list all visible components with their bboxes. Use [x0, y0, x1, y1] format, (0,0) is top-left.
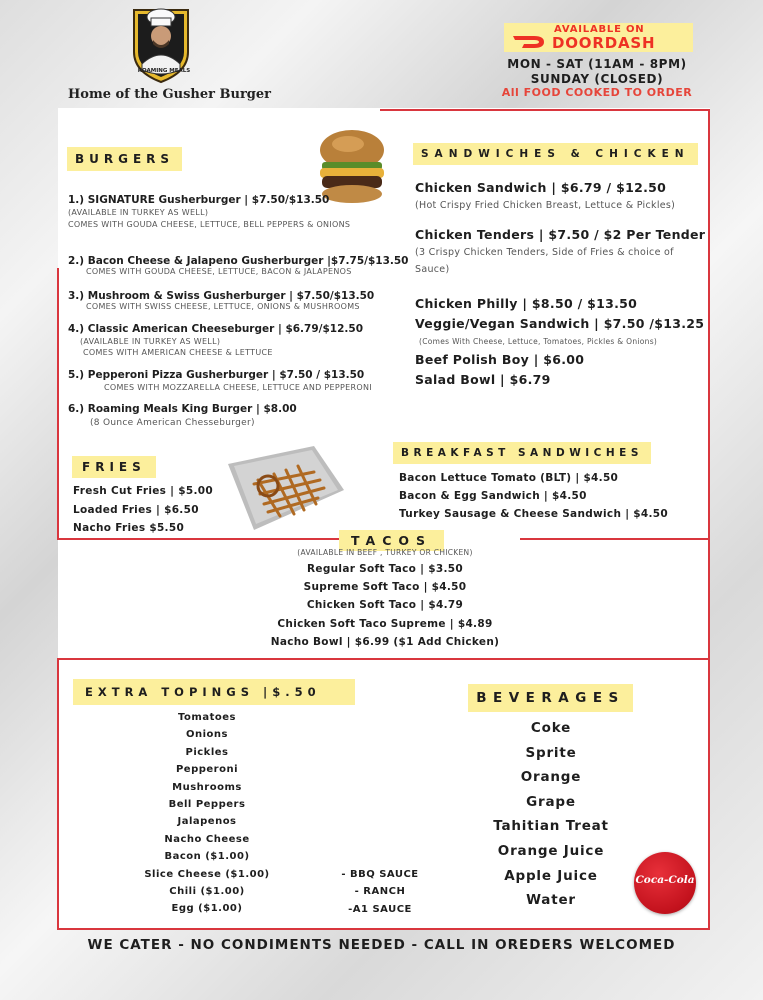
topping-1: Tomatoes	[178, 712, 236, 723]
fries-item-3: Nacho Fries $5.50	[73, 522, 185, 534]
chicken-sandwich: Chicken Sandwich | $6.79 / $12.50	[415, 180, 667, 195]
divider-top	[380, 109, 710, 111]
beverage-2: Sprite	[525, 744, 577, 761]
taco-item-2: Supreme Soft Taco | $4.50	[303, 581, 467, 594]
divider-mid-left	[57, 538, 339, 540]
tacos-note: (AVAILABLE IN BEEF , TURKEY OR CHICKEN)	[297, 548, 473, 557]
fries-photo-icon	[224, 444, 348, 532]
sauces-list	[325, 866, 435, 918]
burger-item-2-title: 2.) Bacon Cheese & Jalapeno Gusherburger |$7.75/$13.50	[68, 255, 409, 267]
chef-logo	[126, 0, 196, 86]
available-on-label: AVAILABLE ON	[554, 24, 645, 35]
breakfast-item-2: Bacon & Egg Sandwich | $4.50	[399, 490, 587, 502]
burgers-heading: BURGERS	[67, 147, 182, 171]
burger-item-6-title: 6.) Roaming Meals King Burger | $8.00	[68, 403, 297, 415]
veggie-sandwich: Veggie/Vegan Sandwich | $7.50 /$13.25	[415, 316, 705, 331]
taco-item-4: Chicken Soft Taco Supreme | $4.89	[277, 617, 493, 630]
burger-item-4	[68, 323, 363, 357]
tagline: Home of the Gusher Burger	[68, 87, 272, 102]
hours-block	[483, 57, 711, 100]
breakfast-item-3: Turkey Sausage & Cheese Sandwich | $4.50	[399, 508, 668, 520]
topping-5: Mushrooms	[172, 781, 242, 793]
burger-item-2	[68, 255, 409, 276]
burger-item-6-desc: (8 Ounce American Chesseburger)	[90, 418, 255, 428]
fries-list	[73, 482, 213, 538]
burger-item-4-title: 4.) Classic American Cheeseburger | $6.79/$12.50	[68, 323, 364, 335]
sauce-3: -A1 SAUCE	[348, 903, 412, 915]
divider-lower	[57, 658, 710, 660]
beverage-5: Tahitian Treat	[493, 818, 609, 835]
chicken-philly: Chicken Philly | $8.50 / $13.50	[415, 296, 638, 311]
hours-weekday: MON - SAT (11AM - 8PM)	[507, 57, 687, 71]
burger-item-1-desc: COMES WITH GOUDA CHEESE, LETTUCE, BELL PEPPERS & ONIONS	[68, 220, 351, 229]
breakfast-heading: BREAKFAST SANDWICHES	[393, 442, 651, 464]
hours-sunday: SUNDAY (CLOSED)	[530, 71, 664, 86]
beverage-1: Coke	[530, 720, 572, 736]
topping-3: Pickles	[185, 746, 229, 758]
fries-item-1: Fresh Cut Fries | $5.00	[73, 485, 213, 497]
topping-10: Slice Cheese ($1.00)	[144, 868, 270, 880]
beverage-7: Apple Juice	[504, 867, 598, 884]
topping-8: Nacho Cheese	[164, 833, 250, 845]
chicken-sandwich-desc: (Hot Crispy Fried Chicken Breast, Lettuce & Pickles)	[415, 200, 676, 211]
sandwiches-list	[415, 180, 710, 387]
breakfast-item-1: Bacon Lettuce Tomato (BLT) | $4.50	[399, 472, 619, 484]
beverage-8: Water	[526, 892, 576, 909]
divider-left-lower	[57, 658, 59, 930]
burger-item-4-desc: COMES WITH AMERICAN CHEESE & LETTUCE	[83, 348, 273, 357]
doordash-banner	[504, 23, 693, 52]
tacos-heading: TACOS	[339, 530, 444, 551]
beef-polish-boy: Beef Polish Boy | $6.00	[415, 352, 585, 367]
burger-item-3-desc: COMES WITH SWISS CHEESE, LETTUCE, ONIONS & MUSHROOMS	[86, 302, 360, 311]
divider-left-upper	[57, 268, 59, 540]
divider-mid-right	[520, 538, 710, 540]
coca-cola-badge-text: Coca-Cola	[635, 874, 695, 886]
topping-12: Egg ($1.00)	[171, 903, 243, 915]
doordash-icon	[512, 32, 546, 48]
burger-item-5	[68, 369, 372, 392]
burger-item-4-note: (AVAILABLE IN TURKEY AS WELL)	[80, 337, 221, 346]
veggie-sandwich-desc: (Comes With Cheese, Lettuce, Tomatoes, Pickles & Onions)	[419, 337, 658, 346]
cooked-to-order: All FOOD COOKED TO ORDER	[501, 86, 693, 99]
footer-text: WE CATER - NO CONDIMENTS NEEDED - CALL IN OREDERS WELCOMED	[87, 937, 676, 953]
topping-11: Chili ($1.00)	[169, 886, 245, 898]
breakfast-list	[399, 469, 668, 523]
topping-6: Bell Peppers	[168, 799, 246, 811]
taco-item-1: Regular Soft Taco | $3.50	[307, 563, 463, 575]
chicken-tenders-desc: (3 Crispy Chicken Tenders, Side of Fries & choice of Sauce)	[415, 247, 674, 275]
topping-9: Bacon ($1.00)	[164, 851, 250, 863]
beverages-list	[470, 716, 632, 913]
logo-text: ROAMING MEALS	[137, 68, 191, 74]
chicken-tenders: Chicken Tenders | $7.50 / $2 Per Tender	[415, 227, 706, 242]
burger-item-1-title: 1.) SIGNATURE Gusherburger | $7.50/$13.50	[68, 194, 330, 206]
toppings-heading: EXTRA TOPINGS |$.50	[73, 679, 355, 705]
burger-item-3-title: 3.) Mushroom & Swiss Gusherburger | $7.50/$13.50	[68, 290, 375, 302]
salad-bowl: Salad Bowl | $6.79	[415, 372, 551, 387]
burger-item-6	[68, 403, 297, 428]
sandwiches-heading: SANDWICHES & CHICKEN	[413, 143, 698, 165]
topping-7: Jalapenos	[177, 816, 237, 828]
fries-heading: FRIES	[72, 456, 156, 478]
toppings-list	[122, 709, 292, 918]
burger-item-1	[68, 194, 350, 229]
beverages-heading: BEVERAGES	[468, 684, 633, 712]
taco-item-3: Chicken Soft Taco | $4.79	[306, 599, 464, 612]
doordash-label: DOORDASH	[552, 34, 656, 52]
beverage-4: Grape	[526, 793, 576, 810]
topping-4: Pepperoni	[175, 764, 239, 776]
burger-item-3	[68, 290, 374, 311]
topping-2: Onions	[186, 729, 228, 741]
burger-item-2-desc: COMES WITH GOUDA CHEESE, LETTUCE, BACON & JALAPENOS	[86, 267, 352, 276]
burger-item-5-desc: COMES WITH MOZZARELLA CHEESE, LETTUCE AND PEPPERONI	[104, 383, 372, 392]
beverage-6: Orange Juice	[497, 842, 605, 859]
beverage-3: Orange	[520, 769, 582, 786]
burger-item-5-title: 5.) Pepperoni Pizza Gusherburger | $7.50 / $13.50	[68, 369, 365, 381]
fries-item-2: Loaded Fries | $6.50	[73, 503, 199, 516]
tacos-list	[230, 548, 540, 651]
divider-bottom	[57, 928, 710, 930]
coca-cola-badge-icon	[634, 852, 696, 914]
burger-item-1-note: (AVAILABLE IN TURKEY AS WELL)	[68, 208, 209, 217]
sauce-1: - BBQ SAUCE	[341, 869, 419, 880]
taco-item-5: Nacho Bowl | $6.99 ($1 Add Chicken)	[270, 635, 500, 648]
sauce-2: - RANCH	[354, 886, 406, 898]
